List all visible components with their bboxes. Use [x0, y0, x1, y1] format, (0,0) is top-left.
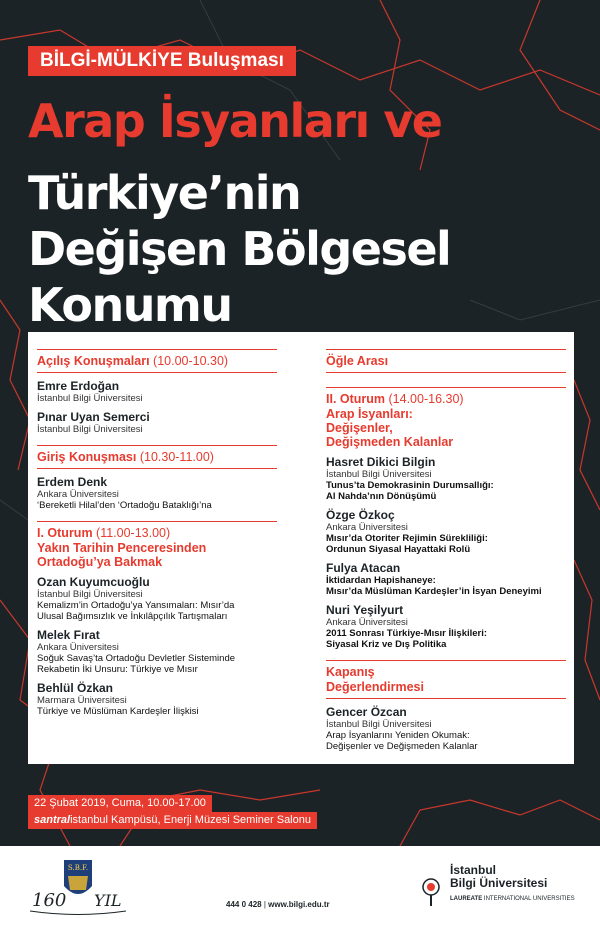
divider	[326, 372, 566, 373]
speaker-name: Özge Özkoç	[326, 508, 395, 522]
speaker-name: Nuri Yeşilyurt	[326, 603, 404, 617]
event-badge: BİLGİ-MÜLKİYE Buluşması	[28, 46, 296, 76]
sbf-logo-top-text: S.B.F.	[67, 864, 89, 872]
speaker-affiliation: Ankara Üniversitesi	[326, 617, 408, 628]
program-left-column	[37, 346, 277, 717]
speaker-affiliation: Ankara Üniversitesi	[326, 522, 408, 533]
session1-heading	[37, 526, 277, 541]
sbf-160-year-logo	[28, 856, 128, 918]
talk-title: Arap İsyanlarını Yeniden Okumak:	[326, 730, 470, 741]
website-link[interactable]: www.bilgi.edu.tr	[268, 900, 330, 909]
session2-label: II. Oturum	[326, 392, 386, 406]
speaker	[326, 705, 566, 752]
talk-title: Rekabetin İki Unsuru: Türkiye ve Mısır	[37, 664, 198, 675]
speaker-name: Erdem Denk	[37, 475, 108, 489]
venue-bar	[28, 812, 317, 829]
talk-title: 2011 Sonrası Türkiye-Mısır İlişkileri:	[326, 628, 488, 639]
talk-title: Mısır’da Müslüman Kardeşler’in İsyan Deneyimi	[326, 586, 542, 597]
speaker-name: Pınar Uyan Semerci	[37, 410, 150, 424]
title-line-3: Değişen Bölgesel	[28, 222, 451, 276]
speaker	[37, 628, 277, 675]
talk-title: Ulusal Bağımsızlık ve İnkılâpçılık Tartışmaları	[37, 611, 228, 622]
contact-line	[226, 900, 330, 909]
divider	[326, 660, 566, 661]
program-panel	[28, 332, 574, 764]
session2-subtitle: Değişmeden Kalanlar	[326, 435, 454, 449]
bilgi-university-logo-icon	[420, 876, 442, 906]
speaker	[326, 455, 566, 502]
speaker	[37, 575, 277, 622]
title-line-2: Türkiye’nin	[28, 166, 301, 220]
talk-title: Al Nahda’nın Dönüşümü	[326, 491, 437, 502]
talk-title: Siyasal Kriz ve Dış Politika	[326, 639, 447, 650]
speaker	[37, 410, 277, 435]
university-name	[450, 864, 547, 890]
intro-heading	[37, 450, 277, 465]
divider	[37, 445, 277, 446]
speaker-name: Ozan Kuyumcuoğlu	[37, 575, 150, 589]
divider	[37, 372, 277, 373]
talk-title: Kemalizm’in Ortadoğu’ya Yansımaları: Mısır’da	[37, 600, 235, 611]
divider	[326, 698, 566, 699]
closing-heading: Kapanış	[326, 665, 375, 679]
session2-time: (14.00-16.30)	[388, 392, 464, 406]
speaker	[37, 475, 277, 511]
speaker	[37, 681, 277, 717]
talk-title: Tunus’ta Demokrasinin Durumsallığı:	[326, 480, 494, 491]
phone-number: 444 0 428	[226, 900, 262, 909]
speaker	[326, 603, 566, 650]
session1-subtitle: Ortadoğu’ya Bakmak	[37, 555, 163, 569]
session2-heading	[326, 392, 566, 407]
contact-separator: |	[263, 900, 266, 909]
speaker-name: Hasret Dikici Bilgin	[326, 455, 436, 469]
speaker-affiliation: İstanbul Bilgi Üniversitesi	[326, 719, 432, 730]
laureate-brand: LAUREATE	[450, 896, 483, 902]
title-line-4: Konumu	[28, 278, 232, 332]
sbf-logo-number: 160	[32, 890, 67, 911]
talk-title: Türkiye ve Müslüman Kardeşler İlişkisi	[37, 706, 199, 717]
speaker-affiliation: İstanbul Bilgi Üniversitesi	[326, 469, 432, 480]
talk-title: İktidardan Hapishaneye:	[326, 575, 436, 586]
speaker-affiliation: Ankara Üniversitesi	[37, 642, 119, 653]
talk-title: Değişenler ve Değişmeden Kalanlar	[326, 741, 478, 752]
session2-subtitle: Arap İsyanları:	[326, 407, 413, 421]
speaker-name: Gencer Özcan	[326, 705, 407, 719]
speaker-affiliation: İstanbul Bilgi Üniversitesi	[37, 424, 143, 435]
university-name-line: İstanbul	[450, 863, 497, 877]
divider	[326, 349, 566, 350]
speaker-affiliation: İstanbul Bilgi Üniversitesi	[37, 393, 143, 404]
talk-title: Soğuk Savaş’ta Ortadoğu Devletler Sisteminde	[37, 653, 236, 664]
divider	[37, 521, 277, 522]
speaker-name: Fulya Atacan	[326, 561, 401, 575]
session1-label: I. Oturum	[37, 526, 93, 540]
opening-heading	[37, 354, 277, 369]
session1-subtitle: Yakın Tarihin Penceresinden	[37, 541, 207, 555]
opening-label: Açılış Konuşmaları	[37, 354, 150, 368]
divider	[37, 349, 277, 350]
closing-heading: Değerlendirmesi	[326, 680, 424, 694]
talk-title: Ordunun Siyasal Hayattaki Rolü	[326, 544, 471, 555]
divider	[37, 468, 277, 469]
intro-time: (10.30-11.00)	[139, 450, 214, 464]
session2-subtitle: Değişenler,	[326, 421, 393, 435]
university-name-line: Bilgi Üniversitesi	[450, 876, 548, 890]
title-line-1: Arap İsyanları ve	[28, 94, 442, 148]
footer	[0, 846, 600, 930]
speaker-affiliation: Marmara Üniversitesi	[37, 695, 127, 706]
talk-title: ‘Bereketli Hilal’den ‘Ortadoğu Bataklığı’na	[37, 500, 212, 511]
divider	[326, 387, 566, 388]
lunch-heading: Öğle Arası	[326, 354, 389, 368]
intro-label: Giriş Konuşması	[37, 450, 137, 464]
date-bar: 22 Şubat 2019, Cuma, 10.00-17.00	[28, 795, 212, 812]
talk-title: Mısır’da Otoriter Rejimin Sürekliliği:	[326, 533, 488, 544]
speaker	[37, 379, 277, 404]
speaker-affiliation: İstanbul Bilgi Üniversitesi	[37, 589, 143, 600]
speaker	[326, 561, 566, 597]
speaker	[326, 508, 566, 555]
sbf-logo-year: YIL	[94, 891, 122, 910]
program-right-column	[326, 346, 566, 752]
session1-time: (11.00-13.00)	[96, 526, 171, 540]
speaker-affiliation: Ankara Üniversitesi	[37, 489, 119, 500]
opening-time: (10.00-10.30)	[153, 354, 229, 368]
speaker-name: Emre Erdoğan	[37, 379, 120, 393]
venue-text: istanbul Kampüsü, Enerji Müzesi Seminer Salonu	[70, 814, 311, 826]
laureate-text: INTERNATIONAL UNIVERSITIES	[483, 896, 575, 902]
venue-brand: santral	[34, 814, 71, 826]
speaker-name: Melek Fırat	[37, 628, 100, 642]
laureate-line	[450, 896, 575, 902]
speaker-name: Behlül Özkan	[37, 681, 114, 695]
